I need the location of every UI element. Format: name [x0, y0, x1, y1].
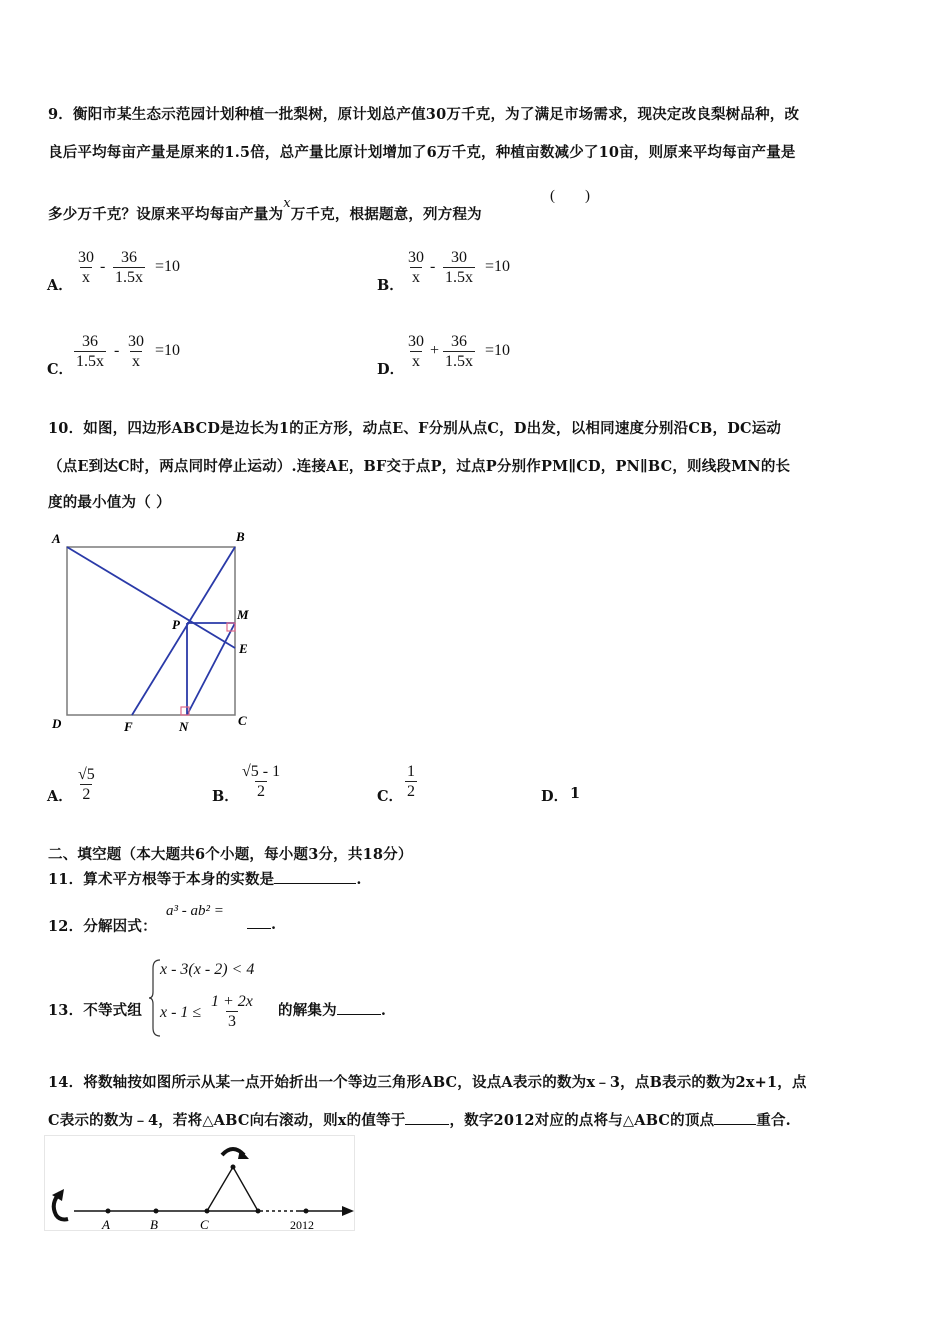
q9-option-c-n1: 36 [82, 333, 98, 350]
q10-option-b-label: B． [212, 788, 239, 805]
q9-option-a-d2: 1.5x [115, 269, 143, 286]
q13-tail [278, 999, 386, 1020]
q9-option-c-frac2 [126, 332, 146, 371]
point-c [205, 1209, 210, 1214]
q10-option-c-num: 1 [407, 763, 415, 780]
q13-ineq-2-den: 3 [227, 1013, 236, 1030]
q14-blank-x[interactable] [405, 1111, 449, 1125]
point-2012 [304, 1209, 309, 1214]
q9-option-c-op: - [114, 342, 120, 359]
q11-answer-blank[interactable] [274, 870, 356, 884]
q9-option-c-rhs: =10 [155, 342, 181, 359]
q14-blank-vertex[interactable] [714, 1111, 756, 1125]
q9-option-a-d1: x [82, 269, 90, 286]
q9-line-2: 良后平均每亩产量是原来的1.5倍，总产量比原计划增加了6万千克，种植亩数减少了10亩，则原来平均每亩产量是 [48, 144, 796, 161]
segment-bf [132, 547, 235, 715]
number-line-arrow-icon [342, 1206, 354, 1216]
segment-ae [67, 547, 235, 648]
q12-answer [247, 915, 276, 933]
q9-option-c-d1: 1.5x [76, 353, 104, 370]
q10-option-c-den: 2 [407, 783, 415, 800]
q10-option-b-den: 2 [257, 783, 266, 800]
q12-expr: a³ - ab² = [166, 903, 224, 919]
q14-line-2c: 重合. [756, 1112, 791, 1129]
q9-option-b-rhs: =10 [485, 258, 511, 275]
q9-option-d-op: + [430, 342, 440, 359]
label-a: A [52, 531, 61, 546]
q13-end: . [380, 1002, 387, 1019]
q9-option-a-frac1 [76, 248, 96, 287]
q9-line-3 [48, 196, 482, 224]
label-b: B [236, 529, 245, 544]
q9-option-a-n1: 30 [78, 249, 94, 266]
q10-option-b-frac [240, 762, 282, 801]
q14-line-2a: C表示的数为﹣4，若将△ABC向右滚动，则x的值等于 [48, 1112, 406, 1129]
q9-line-3-text: 多少万千克？设原来平均每亩产量为 [48, 205, 284, 223]
q9-option-c-n2: 30 [128, 333, 144, 350]
q10-option-a-frac [76, 765, 97, 804]
q9-option-b-frac1 [406, 248, 426, 287]
q9-option-a-n2: 36 [121, 249, 137, 266]
q10-option-a-label: A． [47, 788, 73, 805]
q11-text: 11．算术平方根等于本身的实数是 [48, 871, 275, 888]
q9-option-c-d2: x [132, 353, 140, 370]
q9-line-3b-text: 万千克，根据题意，列方程为 [290, 205, 482, 223]
q9-option-d-n2: 36 [451, 333, 467, 350]
q9-option-d-frac1 [406, 332, 426, 371]
q9-option-b-n2: 30 [451, 249, 467, 266]
label-d: D [52, 716, 62, 731]
q13-text: 13．不等式组 [48, 1002, 143, 1019]
label-c: C [238, 713, 247, 728]
q10-option-a-num: √5 [78, 766, 95, 783]
q12-end: . [271, 916, 277, 933]
q10-option-a-den: 2 [82, 786, 91, 803]
q10-square-figure [45, 525, 260, 740]
q13-ineq-2-left: x - 1 ≤ [160, 1004, 202, 1021]
q9-option-c-frac1 [74, 332, 106, 371]
label-n: N [179, 719, 189, 734]
point-b [154, 1209, 159, 1214]
q14-line-1: 14．将数轴按如图所示从某一点开始折出一个等边三角形ABC，设点A表示的数为x﹣3，点B表示的数为2x+1，点 [48, 1074, 807, 1091]
folded-triangle [207, 1167, 258, 1211]
label-b: B [150, 1217, 158, 1232]
label-c: C [200, 1217, 209, 1232]
q9-option-b-frac2 [443, 248, 475, 287]
q10-option-d-label: D． [541, 788, 569, 805]
q10-option-c-label: C． [377, 788, 404, 805]
q9-option-d-d2: 1.5x [445, 353, 473, 370]
q9-var-x: x [283, 196, 291, 211]
q9-option-b-n1: 30 [408, 249, 424, 266]
q9-option-d-frac2 [443, 332, 475, 371]
q9-option-d-label: D． [377, 361, 405, 378]
q10-line-3: 度的最小值为（ ） [48, 494, 171, 511]
point-fold [256, 1209, 261, 1214]
q9-option-b-label: B． [377, 277, 404, 294]
label-f: F [124, 719, 133, 734]
q14-line-2b: ，数字2012对应的点将与△ABC的顶点 [449, 1112, 715, 1129]
section2-heading: 二、填空题（本大题共6个小题，每小题3分，共18分） [48, 846, 413, 863]
q9-option-a-frac2 [113, 248, 145, 287]
q13-answer-blank[interactable] [337, 1001, 381, 1015]
q10-line-1: 10．如图，四边形ABCD是边长为1的正方形，动点E、F分别从点C，D出发，以相同速度分别沿CB，DC运动 [48, 420, 782, 437]
q9-option-c-label: C． [47, 361, 74, 378]
label-m: M [237, 607, 249, 622]
q10-line-2: （点E到达C时，两点同时停止运动）.连接AE，BF交于点P，过点P分别作PM∥CD，PN∥BC，则线段MN的长 [48, 458, 791, 475]
q10-option-c-frac [405, 762, 417, 801]
q9-option-a-label: A． [47, 277, 73, 294]
q10-option-d-text: 1 [570, 785, 581, 802]
square-abcd [67, 547, 235, 715]
label-p: P [172, 617, 180, 632]
q14-line-2 [48, 1109, 791, 1130]
q9-option-a-op: - [100, 258, 106, 275]
q12-answer-blank[interactable] [247, 915, 271, 929]
point-a [106, 1209, 111, 1214]
q9-option-d-rhs: =10 [485, 342, 511, 359]
q11-question [48, 868, 362, 889]
q11-end: . [356, 871, 362, 888]
q9-option-b-d2: 1.5x [445, 269, 473, 286]
q9-line-1: 9．衡阳市某生态示范园计划种植一批梨树，原计划总产值30万千克，为了满足市场需求，现决定改良梨树品种，改 [48, 106, 800, 123]
label-a: A [102, 1217, 110, 1232]
label-e: E [239, 641, 248, 656]
q13-ineq-2-frac [209, 992, 255, 1031]
q10-option-b-num: √5 - 1 [242, 763, 281, 780]
q9-option-d-n1: 30 [408, 333, 424, 350]
q13-tail-text: 的解集为 [278, 1002, 337, 1019]
q9-option-a-rhs: =10 [155, 258, 181, 275]
q9-answer-paren: ( ) [550, 188, 590, 204]
label-2012: 2012 [290, 1218, 314, 1232]
segment-mn [187, 623, 235, 715]
point-apex [231, 1165, 236, 1170]
q9-option-d-d1: x [412, 353, 420, 370]
q9-option-b-d1: x [412, 269, 420, 286]
q14-number-line-figure [44, 1135, 359, 1235]
q13-ineq-1: x - 3(x - 2) < 4 [160, 961, 255, 978]
q13-ineq-2-num: 1 + 2x [211, 993, 253, 1010]
q12-text: 12．分解因式： [48, 918, 157, 935]
q9-option-b-op: - [430, 258, 436, 275]
